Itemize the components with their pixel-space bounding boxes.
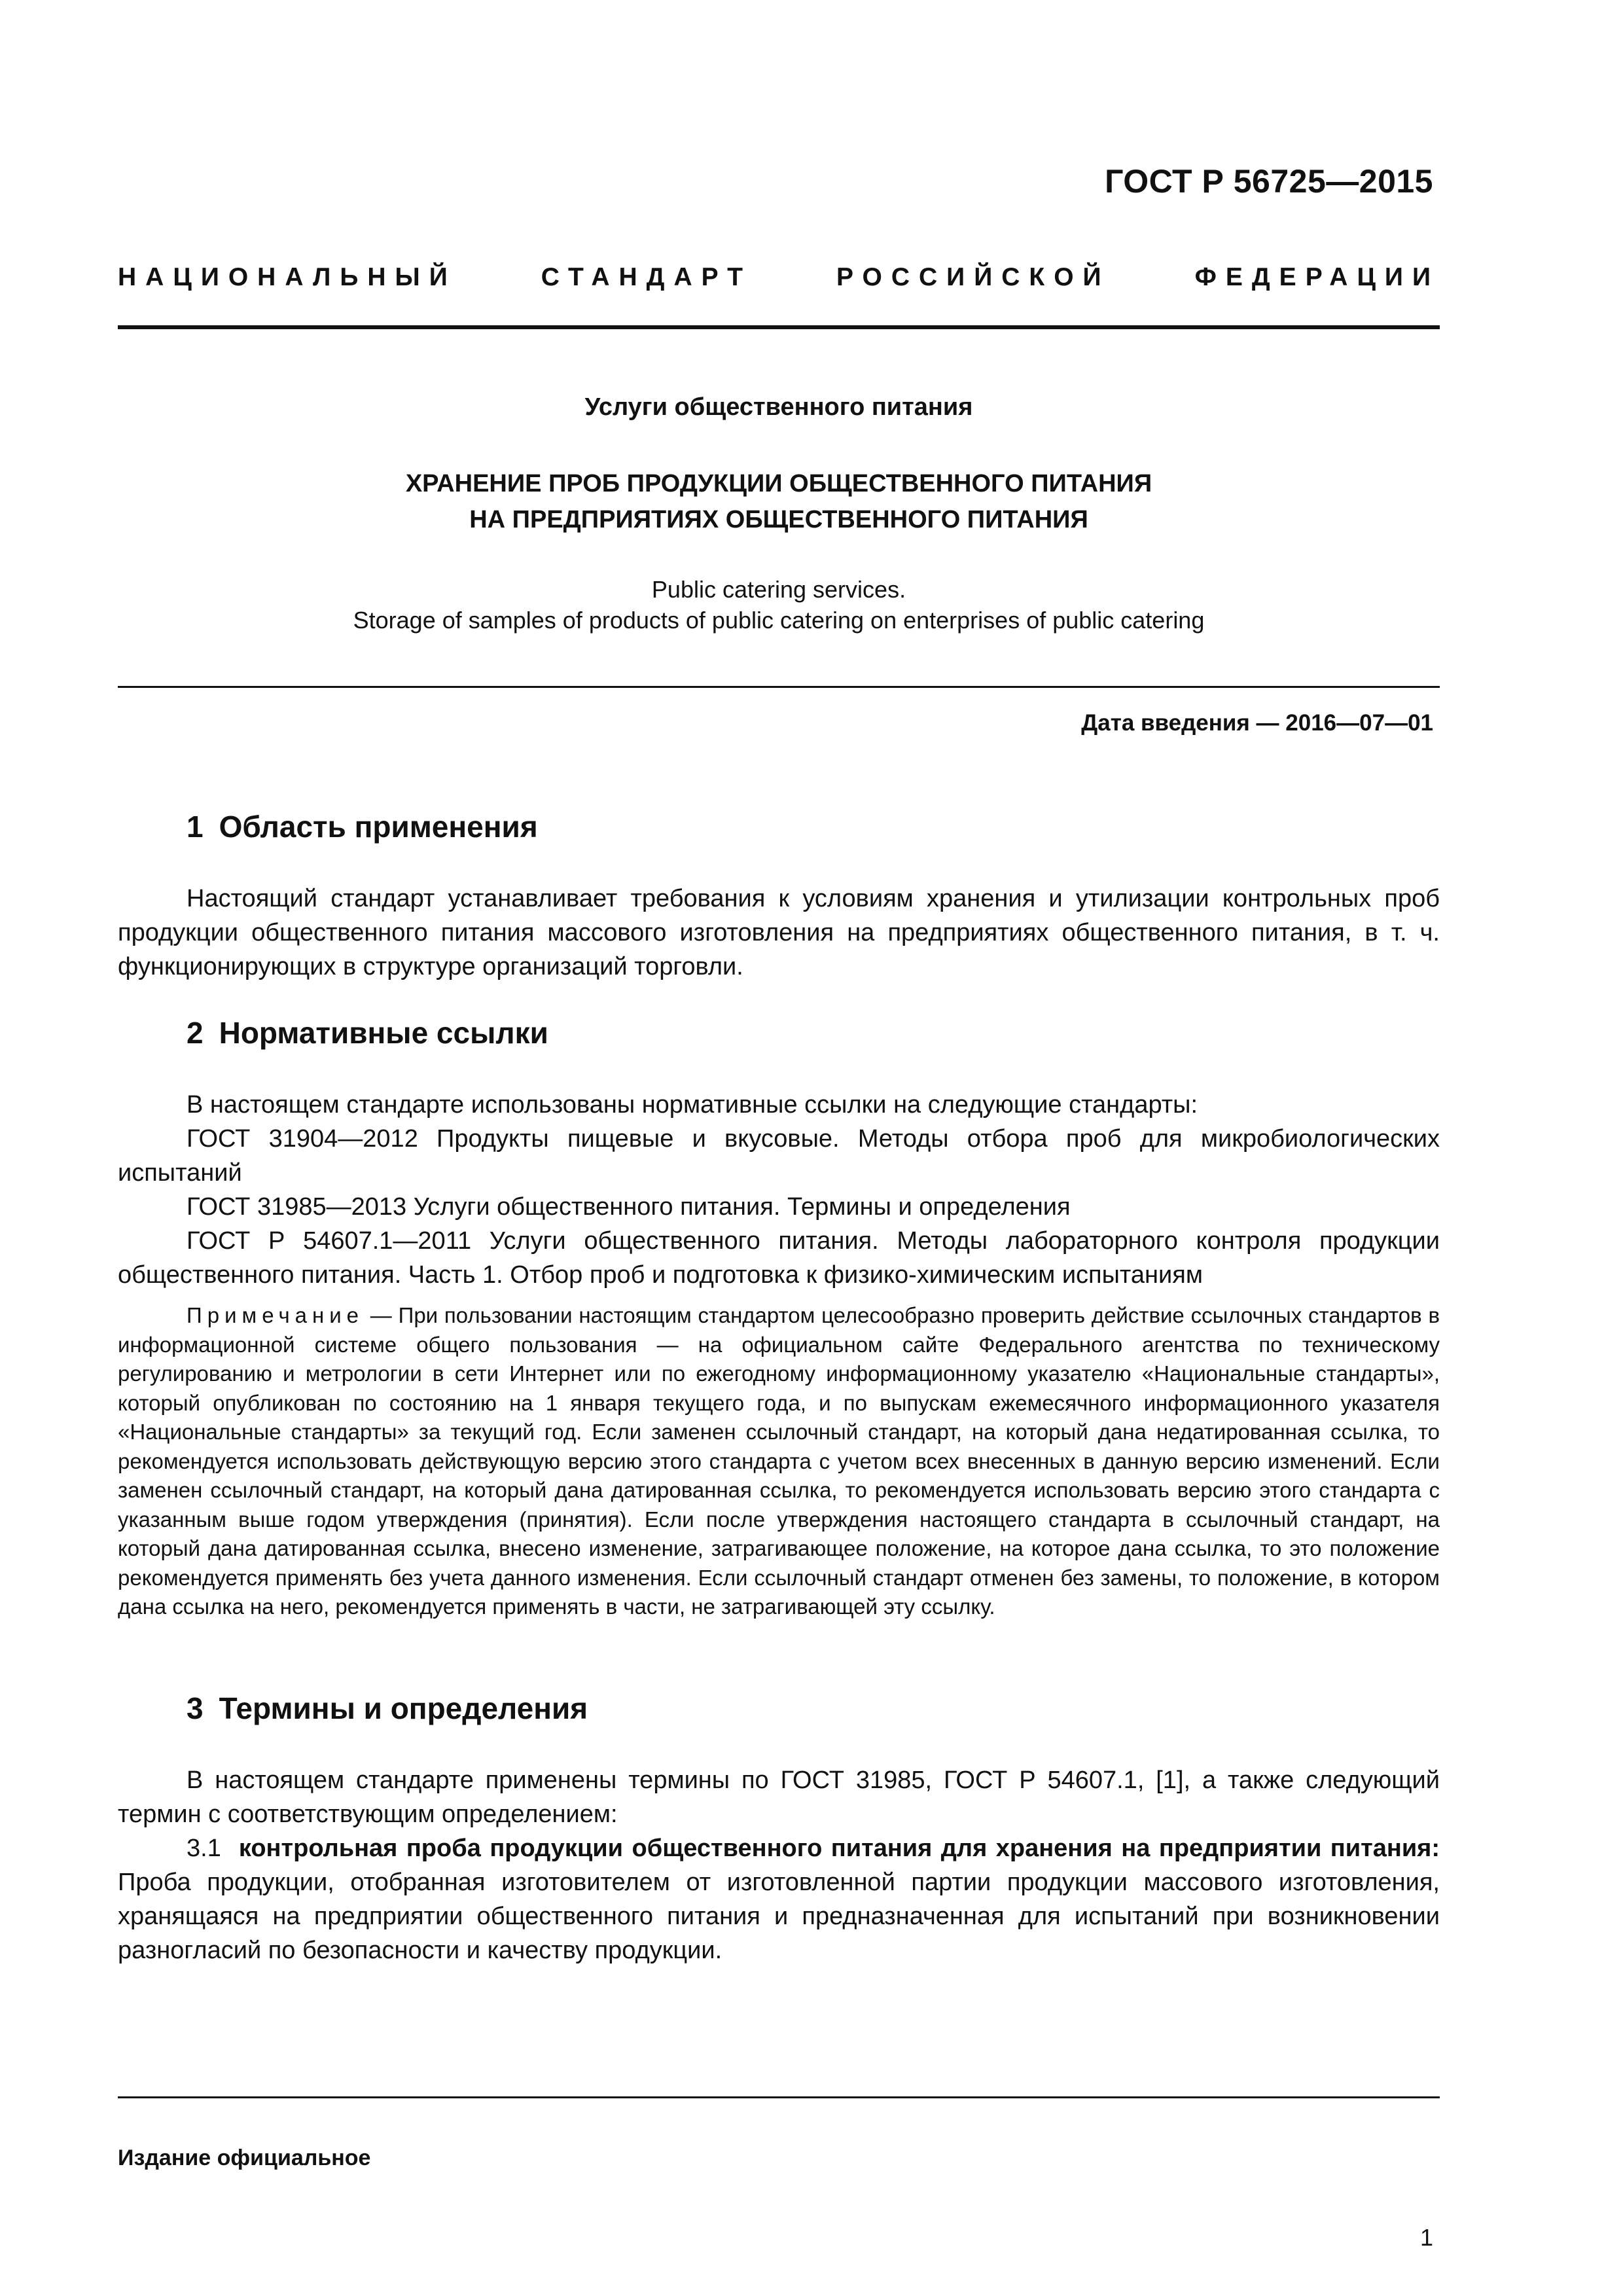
reference-item: ГОСТ Р 54607.1—2011 Услуги общественного питания. Методы лабораторного контроля продукции общественного питания. Часть 1. Отбор проб и подготовка к физико-химическим испытаниям [118,1227,1440,1289]
term-name: контрольная проба продукции общественного питания для хранения на предприятии питания: [238,1835,1440,1862]
term-number: 3.1 [187,1835,221,1862]
section-title: Нормативные ссылки [219,1016,548,1050]
page-number: 1 [1419,2224,1433,2251]
banner-word: СТАНДАРТ [541,263,752,291]
title-line: ХРАНЕНИЕ ПРОБ ПРОДУКЦИИ ОБЩЕСТВЕННОГО ПИТАНИЯ [405,470,1152,497]
section-1-text: Настоящий стандарт устанавливает требования к условиям хранения и утилизации контрольных проб продукции общественного питания массового изготовления на предприятиях общественного питания, в т. ч. функционирующих в структуре организаций торговли. [118,885,1440,980]
section-2-intro: В настоящем стандарте использованы нормативные ссылки на следующие стандарты: [187,1091,1198,1119]
section-number: 2 [187,1016,204,1050]
reference-item: ГОСТ 31904—2012 Продукты пищевые и вкусовые. Методы отбора проб для микробиологических испытаний [118,1125,1440,1187]
document-title [118,466,1440,538]
section-heading [187,809,538,844]
document-subtitle: Услуги общественного питания [584,393,973,421]
section-number: 3 [187,1691,204,1725]
section-title: Термины и определения [219,1691,588,1725]
header-divider [118,325,1440,329]
banner-word: ФЕДЕРАЦИИ [1194,263,1440,291]
title-line: НА ПРЕДПРИЯТИЯХ ОБЩЕСТВЕННОГО ПИТАНИЯ [469,506,1088,533]
footer-divider [118,2096,1440,2098]
banner-word: НАЦИОНАЛЬНЫЙ [118,263,457,291]
term-text: Проба продукции, отобранная изготовителем от изготовленной партии продукции массового изготовления, хранящаяся на предприятии общественного питания и предназначенная для испытаний при возникновении разногласий по безопасности и качеству продукции. [118,1869,1440,1964]
note-label: Примечание [187,1303,365,1327]
title-divider [118,686,1440,688]
section-heading [187,1691,588,1726]
reference-item: ГОСТ 31985—2013 Услуги общественного питания. Термины и определения [187,1193,1071,1221]
english-title-line: Public catering services. [651,576,906,603]
section-3-intro: В настоящем стандарте применены термины по ГОСТ 31985, ГОСТ Р 54607.1, [1], а также следующий термин с соответствующим определением: [118,1767,1440,1828]
note-block [118,1301,1440,1622]
effective-date: Дата введения — 2016—07—01 [1081,710,1433,736]
official-edition-label: Издание официальное [118,2145,371,2170]
section-heading [187,1015,548,1050]
term-definition [118,1831,1440,1967]
section-number: 1 [187,810,204,844]
note-text: — При пользовании настоящим стандартом целесообразно проверить действие ссылочных стандартов в информационной системе общего пользования — на официальном сайте Федерального агентства по техническому регулированию и метрологии в сети Интернет или по ежегодному информационному указателю «Национальные стандарты», который опубликован по состоянию на 1 января текущего года, и по выпускам ежемесячного информационного указателя «Национальные стандарты» за текущий год. Если заменен ссылочный стандарт, на который дана недатированная ссылка, то рекомендуется использовать действующую версию этого стандарта с учетом всех внесенных в данную версию изменений. Если заменен ссылочный стандарт, на который дана датированная ссылка, то рекомендуется использовать версию этого стандарта с указанным выше годом утверждения (принятия). Если после утверждения настоящего стандарта в ссылочный стандарт, на который дана датированная ссылка, внесено изменение, затрагивающее положение, на которое дана ссылка, то это положение рекомендуется применять без учета данного изменения. Если ссылочный стандарт отменен без замены, то положение, в котором дана ссылка на него, рекомендуется применять в части, не затрагивающей эту ссылку. [118,1303,1440,1619]
banner-word: РОССИЙСКОЙ [836,263,1111,291]
english-title [118,574,1440,636]
national-standard-banner [118,263,1440,292]
section-title: Область применения [219,810,538,844]
english-title-line: Storage of samples of products of public catering on enterprises of public catering [353,607,1205,634]
document-number: ГОСТ Р 56725—2015 [1105,163,1433,200]
